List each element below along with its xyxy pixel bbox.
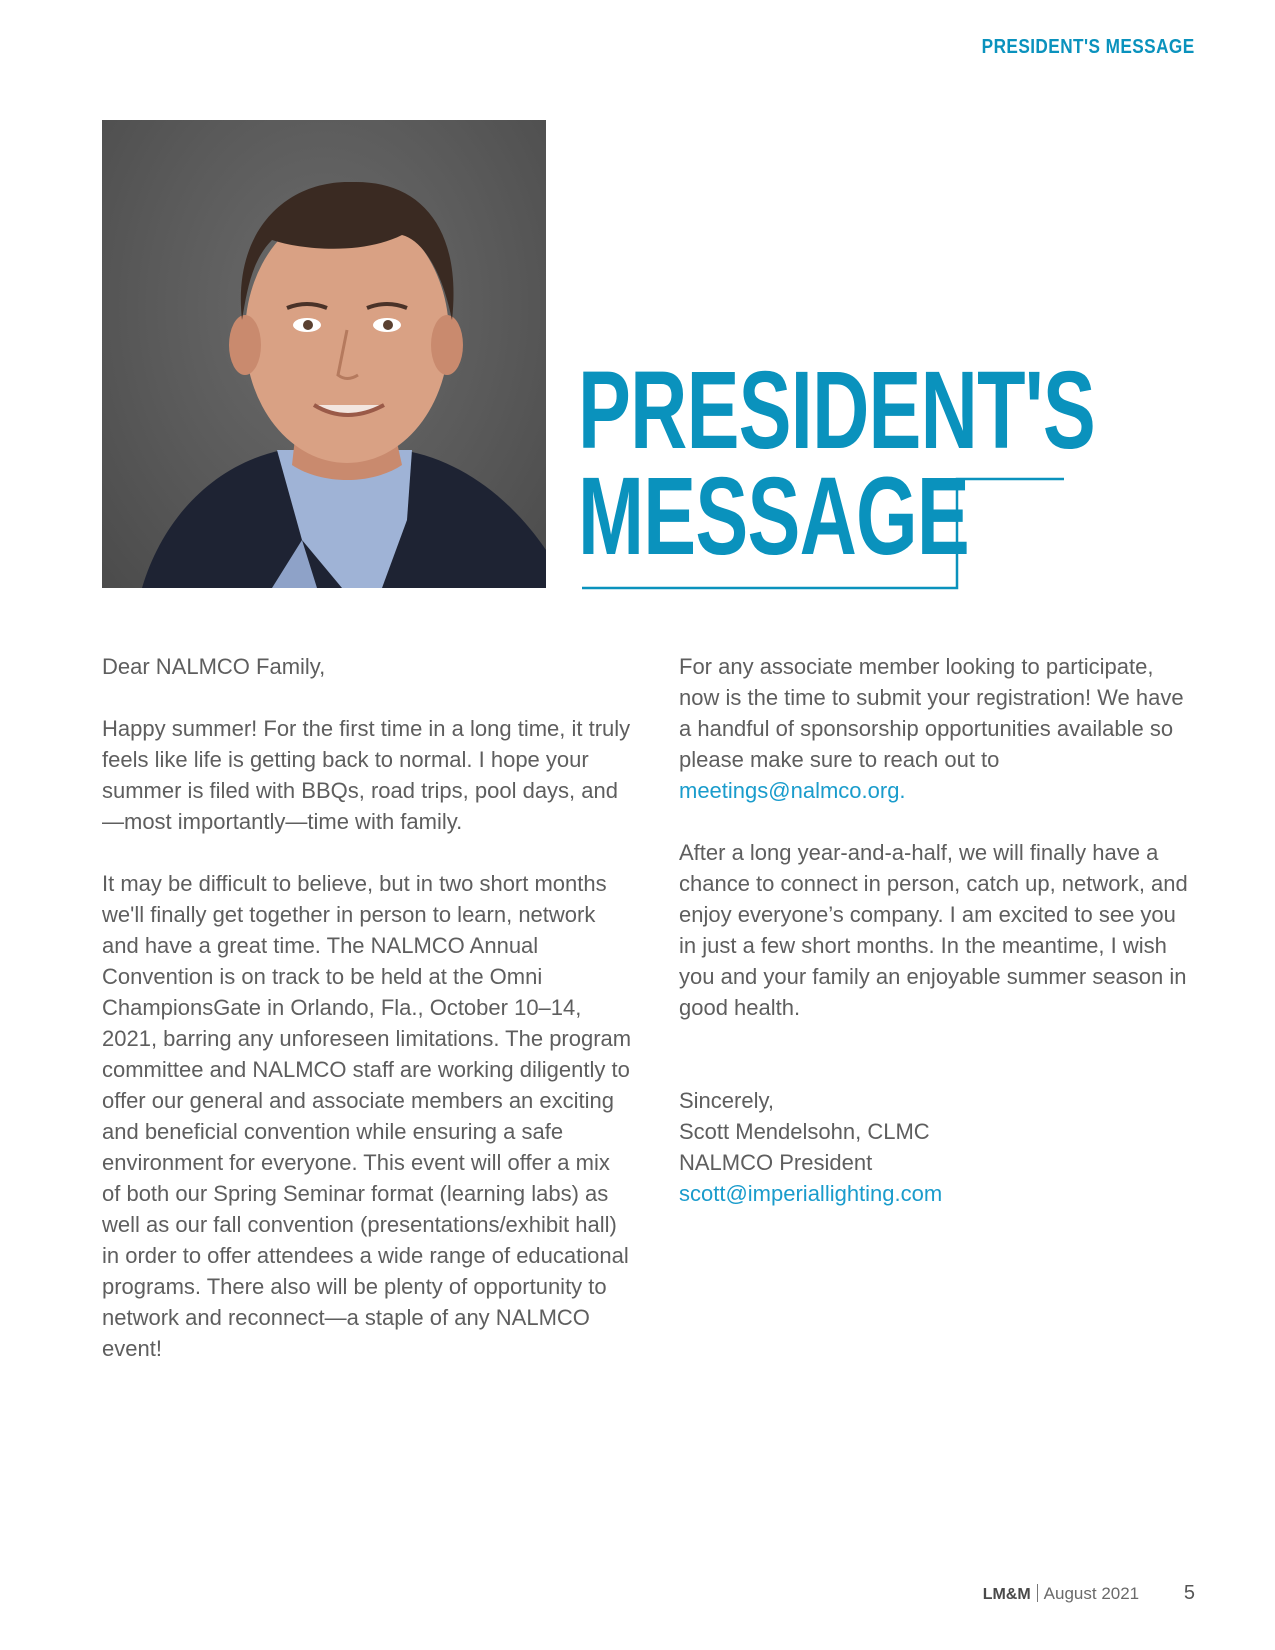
signer-name: Scott Mendelsohn, CLMC	[679, 1119, 930, 1144]
issue-date: August 2021	[1043, 1584, 1140, 1603]
salutation: Dear NALMCO Family,	[102, 654, 326, 679]
page-number: 5	[1183, 1582, 1195, 1604]
section-tag: PRESIDENT'S MESSAGE	[982, 36, 1195, 58]
signer-role: NALMCO President	[679, 1150, 873, 1175]
paragraph: After a long year-and-a-half, we will finally have a chance to connect in person, catch up, network, and enjoy everyone’s company. I am excited to see you in just a few short months. In the meantime, I wish you and your family an enjoyable summer season in good health.	[679, 840, 1188, 1020]
title-line-2: MESSAGE	[578, 455, 970, 578]
president-portrait	[102, 120, 546, 588]
title-frame-decoration	[582, 476, 1064, 591]
meetings-email-link[interactable]: meetings@nalmco.org.	[679, 778, 906, 803]
paragraph	[679, 651, 1199, 806]
paragraph-text: For any associate member looking to participate, now is the time to submit your registration! We have a handful of sponsorship opportunities available so please make sure to reach out to	[679, 654, 1184, 772]
signer-email-link[interactable]: scott@imperiallighting.com	[679, 1181, 943, 1206]
magazine-name: LM&M	[982, 1586, 1031, 1603]
closing: Sincerely,	[679, 1088, 774, 1113]
paragraph: Happy summer! For the first time in a long time, it truly feels like life is getting back to normal. I hope your summer is filed with BBQs, road trips, pool days, and—most importantly—time with family.	[102, 716, 631, 834]
paragraph: It may be difficult to believe, but in two short months we'll finally get together in person to learn, network and have a great time. The NALMCO Annual Convention is on track to be held at the Omni ChampionsGate in Orlando, Fla., October 10–14, 2021, barring any unforeseen limitations. The program committee and NALMCO staff are working diligently to offer our general and associate members an exciting and beneficial convention while ensuring a safe environment for everyone. This event will offer a mix of both our Spring Seminar format (learning labs) as well as our fall convention (presentations/exhibit hall) in order to offer attendees a wide range of educational programs. There also will be plenty of opportunity to network and reconnect—a staple of any NALMCO event!	[102, 871, 632, 1361]
signature-block	[679, 1085, 1199, 1209]
footer-divider	[1037, 1584, 1038, 1602]
page-footer	[983, 1582, 1195, 1605]
right-column	[679, 651, 1199, 1240]
title-line-1: PRESIDENT'S	[578, 349, 1096, 472]
left-column	[102, 651, 632, 1395]
